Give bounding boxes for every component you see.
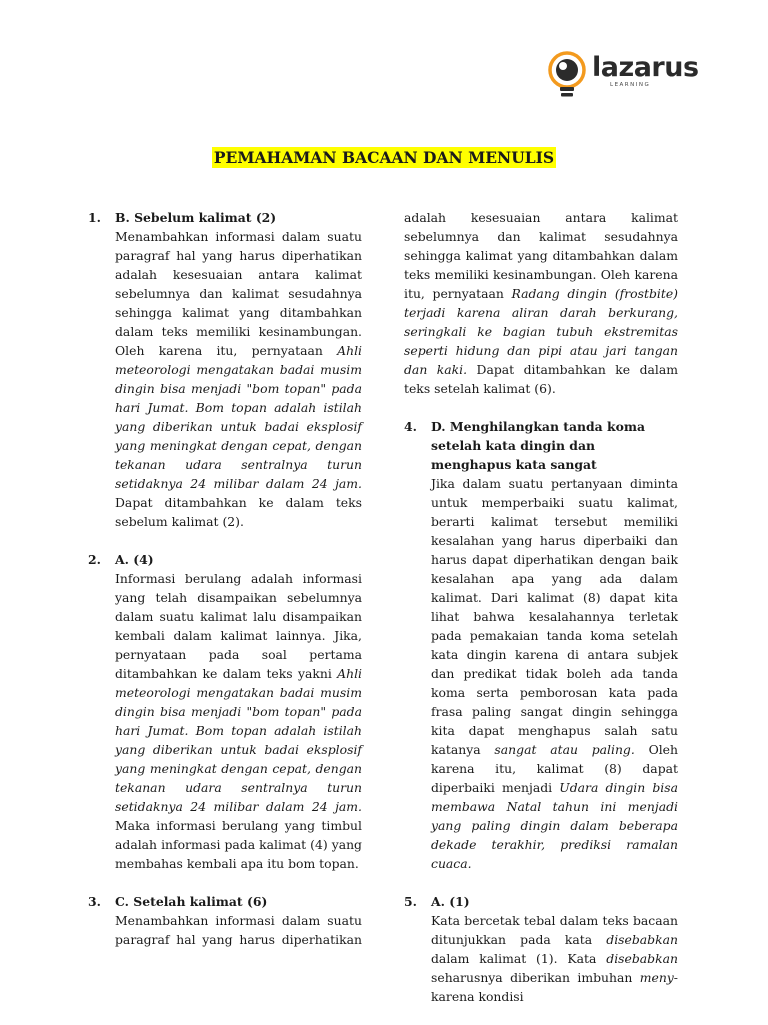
explanation-quote: sangat atau paling. — [494, 742, 635, 757]
explanation-quote: Radang dingin (frostbite) terjadi karena aliran darah berkurang, seringkali ke bagian tubuh ekstremitas seperti hidung dan pipi atau jari tangan dan kaki. — [404, 286, 679, 377]
answer-item-3-continued — [404, 208, 678, 398]
left-column — [88, 208, 362, 968]
explanation-quote: disebabkan — [606, 951, 678, 966]
item-answer: C. Setelah kalimat (6) — [115, 894, 268, 909]
item-explanation — [115, 569, 362, 873]
item-number: 3. — [88, 894, 101, 909]
item-number: 4. — [404, 419, 417, 434]
explanation-text: dalam kalimat (1). Kata — [431, 951, 607, 966]
item-number: 1. — [88, 210, 101, 225]
item-explanation — [431, 474, 678, 873]
explanation-quote: Ahli meteorologi mengatakan badai musim dingin bisa menjadi "bom topan" pada hari Jumat. Bom topan adalah istilah yang diberikan untuk badai eksplosif yang meningkat dengan cepat, dengan tekanan udara sentralnya turun setidaknya 24 milibar dalam 24 jam. — [115, 343, 362, 491]
explanation-text: Jika dalam suatu pertanyaan diminta untuk memperbaiki suatu kalimat, berarti kalimat tersebut memiliki kesalahan yang harus diperbaiki dan harus dapat diperhatikan dengan baik kesalahan apa yang ada dalam kalimat. Dari kalimat (8) dapat kita lihat bahwa kesalahannya terletak pada pemakaian tanda koma setelah kata dingin karena di antara subjek dan predikat tidak boleh ada tanda koma serta pemborosan kata pada frasa paling sangat dingin sehingga kita dapat menghapus salah satu katanya — [431, 476, 678, 757]
explanation-quote: meny- — [639, 970, 678, 985]
answer-item-2 — [88, 550, 362, 873]
page-title — [0, 148, 768, 167]
explanation-text: Dapat ditambahkan ke dalam teks sebelum kalimat (2). — [115, 495, 362, 529]
explanation-text: seharusnya diberikan imbuhan — [431, 970, 640, 985]
answer-item-4 — [404, 417, 678, 873]
explanation-text: Kata bercetak tebal dalam teks bacaan ditunjukkan pada kata — [431, 913, 678, 947]
explanation-text: Dapat ditambahkan ke dalam teks setelah kalimat (6). — [404, 362, 678, 396]
item-answer: B. Sebelum kalimat (2) — [115, 210, 277, 225]
explanation-text: Informasi berulang adalah informasi yang telah disampaikan sebelumnya dalam suatu kalimat lalu disampaikan kembali dalam kalimat lainnya. Jika, pernyataan pada soal pertama ditambahkan ke dalam teks yakni — [115, 571, 362, 681]
explanation-quote: Udara dingin bisa membawa Natal tahun ini menjadi yang paling dingin dalam beberapa dekade terakhir, prediksi ramalan cuaca. — [431, 780, 678, 871]
answer-item-5 — [404, 892, 678, 1006]
item-answer: A. (4) — [115, 552, 154, 567]
lazarus-logo — [546, 50, 699, 100]
item-answer: D. Menghilangkan tanda koma setelah kata dingin dan menghapus kata sangat — [431, 419, 646, 472]
explanation-text: Maka informasi berulang yang timbul adalah informasi pada kalimat (4) yang membahas kembali apa itu bom topan. — [115, 818, 362, 871]
lazarus-bulb-icon — [546, 50, 590, 100]
item-number: 2. — [88, 552, 101, 567]
item-number: 5. — [404, 894, 417, 909]
explanation-quote: disebabkan — [606, 932, 678, 947]
answer-item-1 — [88, 208, 362, 531]
explanation-text: Menambahkan informasi dalam suatu paragraf hal yang harus diperhatikan adalah kesesuaian antara kalimat sebelumnya dan kalimat sesudahnya sehingga kalimat yang ditambahkan dalam teks memiliki kesinambungan. Oleh karena itu, pernyataan — [115, 229, 362, 358]
logo-wordmark: lazarus — [592, 52, 699, 83]
page-title-text: PEMAHAMAN BACAAN DAN MENULIS — [213, 148, 555, 167]
answer-item-3 — [88, 892, 362, 949]
item-answer: A. (1) — [431, 894, 470, 909]
logo-subtitle: LEARNING — [610, 82, 651, 88]
item-explanation — [115, 911, 362, 949]
explanation-quote: Ahli meteorologi mengatakan badai musim dingin bisa menjadi "bom topan" pada hari Jumat. Bom topan adalah istilah yang diberikan untuk badai eksplosif yang meningkat dengan cepat, dengan tekanan udara sentralnya turun setidaknya 24 milibar dalam 24 jam. — [115, 666, 362, 814]
item-explanation — [431, 911, 678, 1006]
explanation-text: Oleh karena itu, kalimat (8) dapat diperbaiki menjadi — [431, 742, 678, 795]
right-column — [404, 208, 678, 1025]
explanation-text: karena kondisi — [431, 989, 524, 1004]
item-explanation — [115, 227, 362, 531]
explanation-text: adalah kesesuaian antara kalimat sebelumnya dan kalimat sesudahnya sehingga kalimat yang ditambahkan dalam teks memiliki kesinambungan. Oleh karena itu, pernyataan — [404, 210, 678, 301]
explanation-text: Menambahkan informasi dalam suatu paragraf hal yang harus diperhatikan — [115, 913, 362, 947]
